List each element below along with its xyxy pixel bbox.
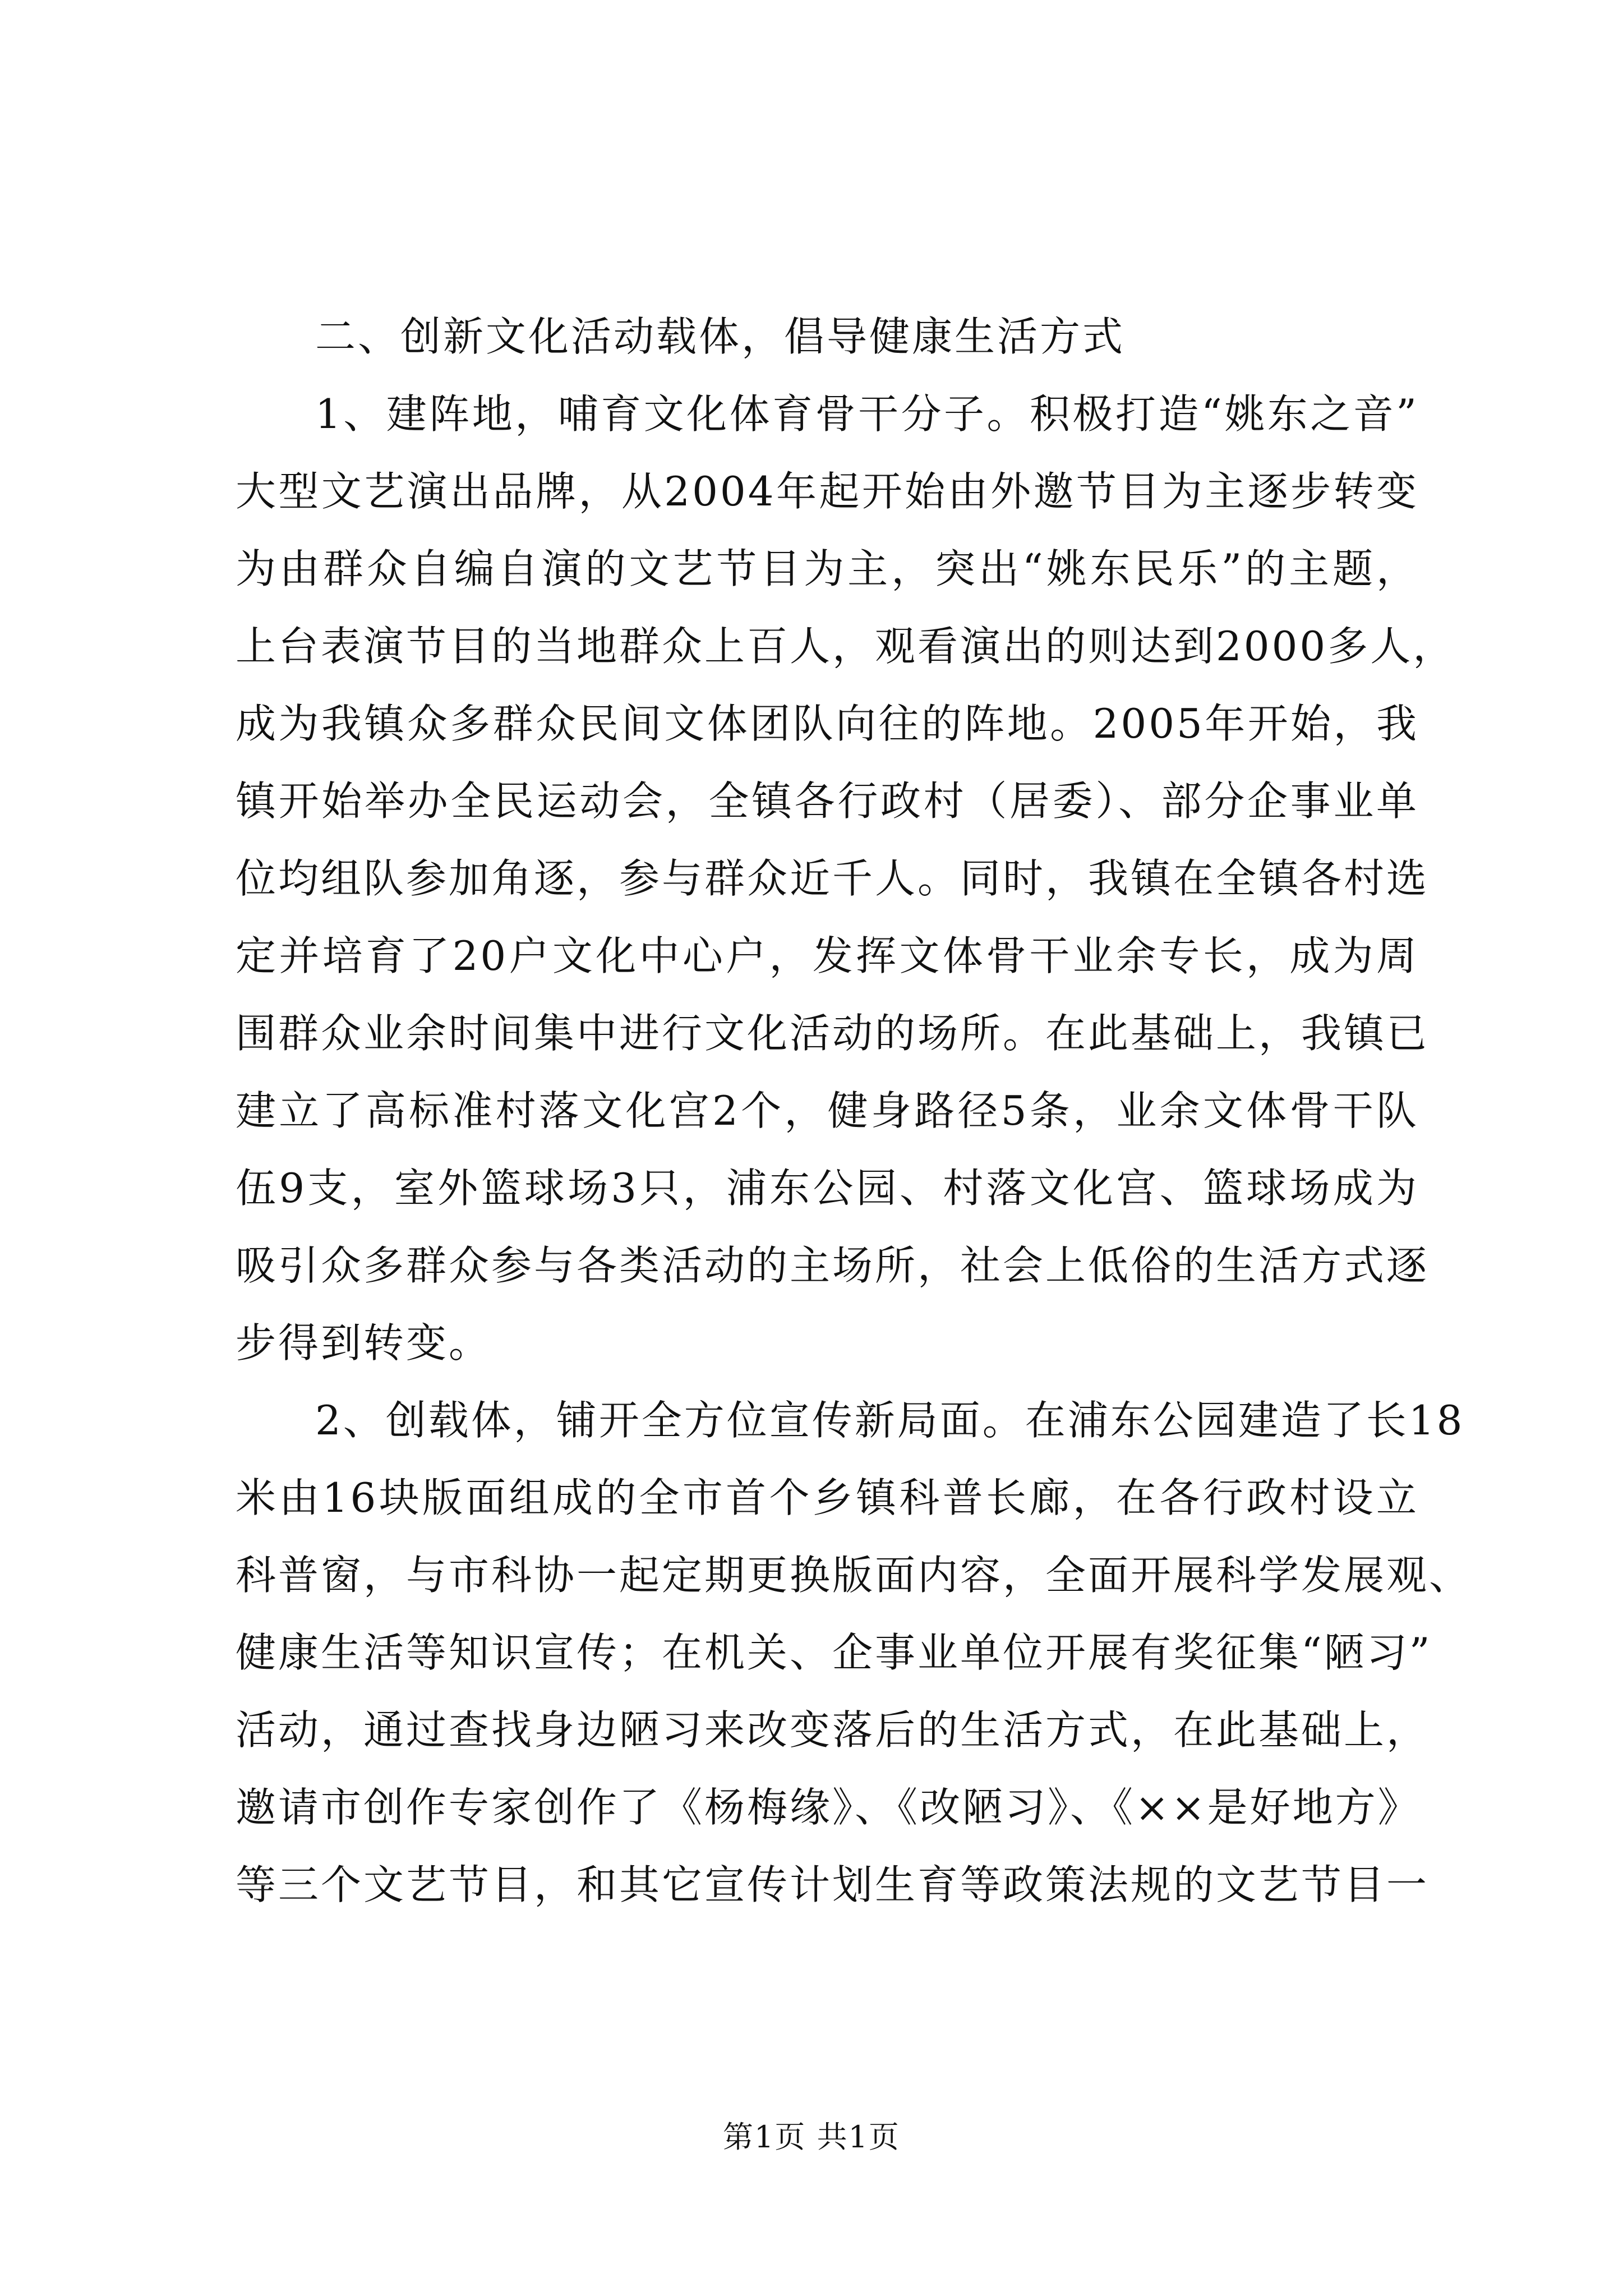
text-line: 吸引众多群众参与各类活动的主场所，社会上低俗的生活方式逐 (236, 1242, 1430, 1289)
text-line: 建立了高标准村落文化宫2个，健身路径5条，业余文体骨干队 (236, 1087, 1419, 1134)
text-line: 步得到转变。 (236, 1319, 492, 1366)
text-line: 科普窗，与市科协一起定期更换版面内容，全面开展科学发展观、 (236, 1552, 1472, 1599)
page-footer: 第1页 共1页 (723, 2119, 900, 2155)
text-line: 活动，通过查找身边陋习来改变落后的生活方式，在此基础上， (236, 1706, 1430, 1754)
text-line: 健康生活等知识宣传；在机关、企事业单位开展有奖征集“陋习” (236, 1629, 1432, 1676)
text-line: 1、建阵地，哺育文化体育骨干分子。积极打造“姚东之音” (315, 390, 1419, 438)
text-line: 等三个文艺节目，和其它宣传计划生育等政策法规的文艺节目一 (236, 1861, 1430, 1908)
text-line: 定并培育了20户文化中心户，发挥文体骨干业余专长，成为周 (236, 932, 1419, 979)
text-line: 围群众业余时间集中进行文化活动的场所。在此基础上，我镇已 (236, 1010, 1430, 1057)
text-line: 位均组队参加角逐，参与群众近千人。同时，我镇在全镇各村选 (236, 855, 1430, 902)
text-line: 镇开始举办全民运动会，全镇各行政村（居委）、部分企事业单 (236, 777, 1419, 825)
text-line: 大型文艺演出品牌，从2004年起开始由外邀节目为主逐步转变 (236, 468, 1419, 515)
text-line: 上台表演节目的当地群众上百人，观看演出的则达到2000多人， (236, 623, 1456, 670)
text-line: 伍9支，室外篮球场3只，浦东公园、村落文化宫、篮球场成为 (236, 1165, 1419, 1212)
text-line: 邀请市创作专家创作了《杨梅缘》、《改陋习》、《××是好地方》 (236, 1784, 1421, 1831)
text-line: 米由16块版面组成的全市首个乡镇科普长廊，在各行政村设立 (236, 1474, 1419, 1521)
text-line: 2、创载体，铺开全方位宣传新局面。在浦东公园建造了长18 (315, 1397, 1465, 1444)
text-line: 成为我镇众多群众民间文体团队向往的阵地。2005年开始，我 (236, 700, 1419, 747)
section-heading: 二、创新文化活动载体，倡导健康生活方式 (315, 313, 1126, 360)
text-line: 为由群众自编自演的文艺节目为主，突出“姚东民乐”的主题， (236, 545, 1419, 592)
